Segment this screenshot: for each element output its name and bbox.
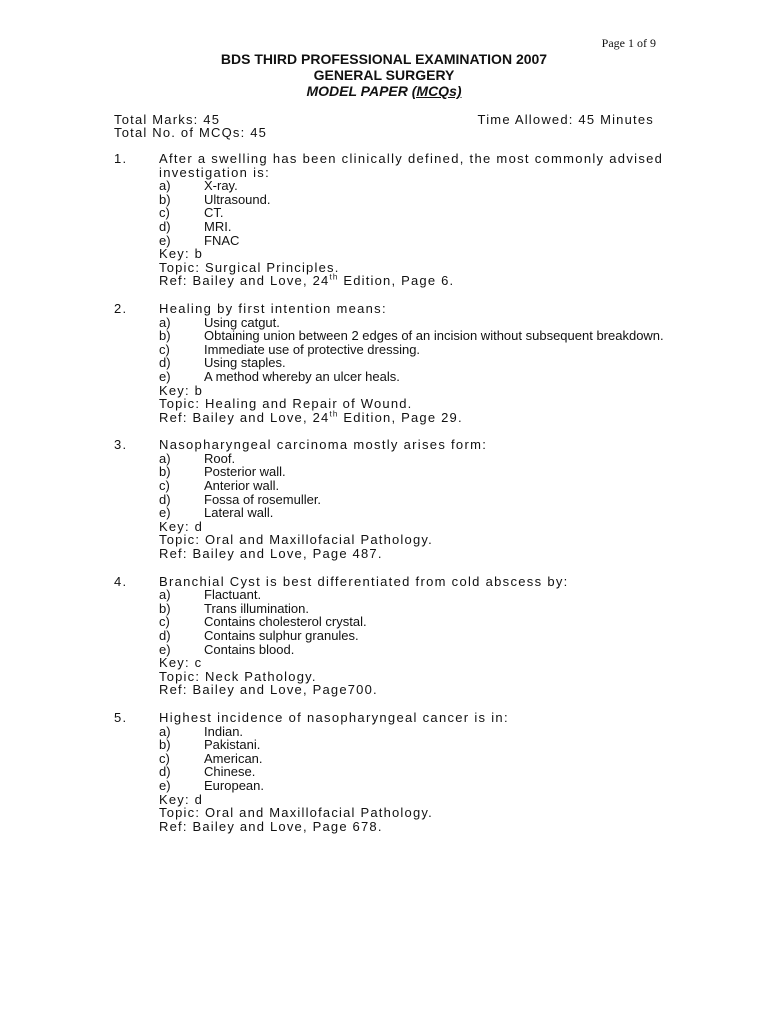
option-label: e) (159, 368, 171, 384)
option-text: Immediate use of protective dressing. (204, 341, 421, 357)
option-row (114, 725, 674, 739)
question-stem-row (114, 575, 674, 589)
option-text: Ultrasound. (204, 191, 271, 207)
option-text: Chinese. (204, 764, 256, 780)
option-label: e) (159, 505, 171, 521)
option-text: Trans illumination. (204, 600, 310, 616)
option-text: Roof. (204, 450, 236, 466)
question-stem-row (114, 711, 674, 725)
reference-text: Ref: Bailey and Love, Page 487. (159, 546, 383, 562)
answer-topic: Topic: Neck Pathology. (159, 668, 317, 684)
option-label: a) (159, 450, 171, 466)
option-row (114, 479, 674, 493)
option-row (114, 493, 674, 507)
question-text: Highest incidence of nasopharyngeal cancer is in: (159, 709, 509, 725)
option-label: c) (159, 341, 170, 357)
question-block (114, 438, 674, 560)
answer-key: Key: b (159, 246, 204, 262)
option-row (114, 752, 674, 766)
option-text: FNAC (204, 232, 240, 248)
option-text: Anterior wall. (204, 478, 280, 494)
page-number: Page 1 of 9 (601, 36, 656, 50)
option-row (114, 356, 674, 370)
answer-key: Key: d (159, 791, 204, 807)
option-label: b) (159, 737, 171, 753)
option-label: e) (159, 641, 171, 657)
option-row (114, 643, 674, 657)
question-number: 5. (114, 709, 128, 725)
option-row (114, 343, 674, 357)
option-label: b) (159, 600, 171, 616)
question-stem-row (114, 302, 674, 316)
mcq-count-row (114, 125, 654, 140)
option-row (114, 452, 674, 466)
option-label: a) (159, 723, 171, 739)
option-label: c) (159, 478, 170, 494)
option-text: Obtaining union between 2 edges of an incision without subsequent breakdown. (204, 328, 664, 344)
paper-type-title (0, 83, 768, 99)
answer-key: Key: b (159, 382, 204, 398)
reference-edition-page: Edition, Page 6. (338, 273, 455, 289)
option-row (114, 193, 674, 207)
option-row (114, 234, 674, 248)
option-row (114, 370, 674, 384)
answer-reference (114, 274, 674, 288)
question-text: Healing by first intention means: (159, 300, 387, 316)
option-text: Using staples. (204, 355, 286, 371)
option-row (114, 765, 674, 779)
option-label: a) (159, 587, 171, 603)
question-number: 2. (114, 300, 128, 316)
option-label: b) (159, 464, 171, 480)
option-text: American. (204, 750, 263, 766)
question-block (114, 711, 674, 833)
answer-topic: Topic: Surgical Principles. (159, 259, 340, 275)
question-text: Nasopharyngeal carcinoma mostly arises form: (159, 437, 488, 453)
answer-reference (114, 683, 674, 697)
answer-key: Key: d (159, 518, 204, 534)
option-row (114, 220, 674, 234)
question-stem-row (114, 438, 674, 452)
option-text: Lateral wall. (204, 505, 274, 521)
reference-text: Ref: Bailey and Love, 24 (159, 273, 330, 289)
option-text: Indian. (204, 723, 244, 739)
answer-reference (114, 547, 674, 561)
answer-topic: Topic: Oral and Maxillofacial Pathology. (159, 805, 433, 821)
option-text: MRI. (204, 218, 232, 234)
option-row (114, 588, 674, 602)
option-text: Contains sulphur granules. (204, 628, 359, 643)
option-text: Fossa of rosemuller. (204, 491, 322, 507)
answer-topic: Topic: Oral and Maxillofacial Pathology. (159, 532, 433, 548)
option-row (114, 779, 674, 793)
option-label: a) (159, 178, 171, 194)
option-label: e) (159, 777, 171, 793)
option-text: Posterior wall. (204, 464, 286, 480)
option-text: Using catgut. (204, 314, 280, 330)
option-row (114, 615, 674, 629)
edition-superscript: th (329, 409, 339, 419)
option-row (114, 465, 674, 479)
exam-title: BDS THIRD PROFESSIONAL EXAMINATION 2007 (220, 51, 548, 67)
option-row (114, 629, 674, 643)
option-row (114, 602, 674, 616)
question-list (114, 152, 674, 847)
question-block (114, 152, 674, 288)
paper-type-prefix: MODEL PAPER (306, 83, 412, 99)
option-label: e) (159, 232, 171, 248)
question-text: Branchial Cyst is best differentiated from cold abscess by: (159, 573, 569, 589)
option-text: X-ray. (204, 178, 238, 194)
answer-reference (114, 820, 674, 834)
option-label: c) (159, 750, 170, 766)
reference-edition-page: Edition, Page 29. (338, 409, 463, 425)
total-mcqs: Total No. of MCQs: 45 (114, 125, 268, 140)
option-text: European. (204, 777, 264, 793)
subject-title: GENERAL SURGERY (313, 67, 455, 83)
reference-text: Ref: Bailey and Love, 24 (159, 409, 330, 425)
option-text: Contains cholesterol crystal. (204, 614, 367, 630)
question-number: 3. (114, 437, 128, 453)
option-label: d) (159, 628, 171, 643)
option-label: b) (159, 328, 171, 344)
answer-topic: Topic: Healing and Repair of Wound. (159, 396, 413, 412)
option-text: CT. (204, 205, 224, 221)
option-row (114, 316, 674, 330)
option-label: c) (159, 205, 170, 221)
reference-text: Ref: Bailey and Love, Page700. (159, 682, 378, 698)
answer-key: Key: c (159, 655, 203, 671)
option-label: d) (159, 355, 171, 371)
option-text: Flactuant. (204, 587, 262, 603)
question-number: 4. (114, 573, 128, 589)
option-label: c) (159, 614, 170, 630)
reference-text: Ref: Bailey and Love, Page 678. (159, 818, 383, 834)
option-label: d) (159, 764, 171, 780)
paper-type-mcqs: (MCQs) (411, 83, 462, 99)
question-block (114, 302, 674, 424)
question-text: After a swelling has been clinically defined, the most commonly advised investigation is: (159, 151, 664, 180)
answer-reference (114, 411, 674, 425)
option-text: Contains blood. (204, 641, 295, 657)
question-block (114, 575, 674, 697)
option-label: b) (159, 191, 171, 207)
option-label: d) (159, 491, 171, 507)
option-text: A method whereby an ulcer heals. (204, 368, 400, 384)
option-row (114, 506, 674, 520)
option-label: a) (159, 314, 171, 330)
option-row (114, 738, 674, 752)
time-allowed: Time Allowed: 45 Minutes (477, 112, 654, 127)
option-row (114, 179, 674, 193)
option-row (114, 329, 674, 343)
edition-superscript: th (329, 273, 339, 283)
option-label: d) (159, 218, 171, 234)
option-text: Pakistani. (204, 737, 261, 753)
option-row (114, 206, 674, 220)
total-marks: Total Marks: 45 (114, 112, 221, 127)
question-stem-row (114, 152, 674, 179)
question-number: 1. (114, 151, 128, 166)
